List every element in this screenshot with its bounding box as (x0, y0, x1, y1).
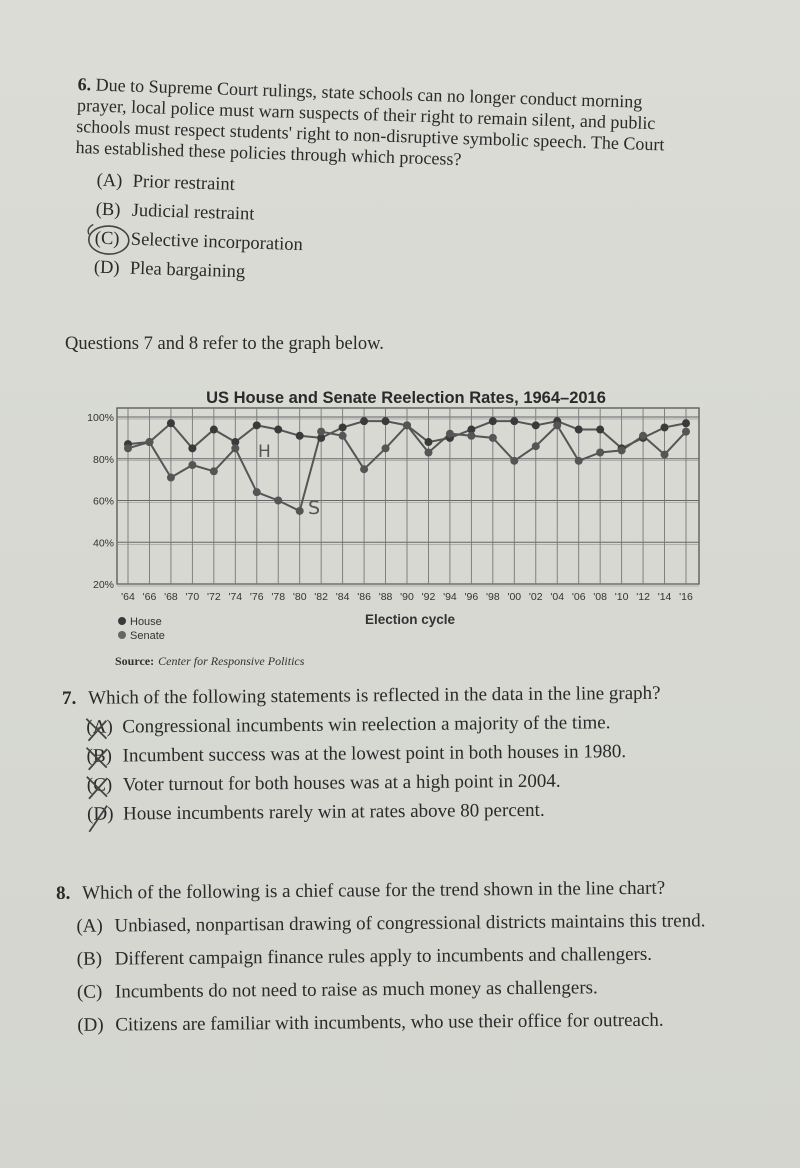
pencil-cross-mark (82, 717, 112, 743)
data-point-house (489, 417, 497, 425)
y-axis-ticks (87, 412, 114, 591)
x-tick-label: '64 (121, 591, 135, 603)
data-point-house (532, 421, 540, 429)
data-point-house (596, 426, 604, 434)
option-8b[interactable]: (B) Different campaign finance rules apply to incumbents and challengers. (76, 943, 653, 970)
y-tick-label: 20% (92, 579, 114, 591)
data-point-senate (489, 434, 497, 442)
x-tick-label: '86 (357, 591, 371, 603)
data-point-senate (424, 448, 432, 456)
data-point-house (661, 423, 669, 431)
data-point-senate (467, 432, 475, 440)
line-chart (80, 380, 720, 680)
option-7d[interactable]: (D) House incumbents rarely win at rates above 80 percent. (87, 794, 763, 829)
data-point-senate (360, 465, 368, 473)
legend-house-marker (118, 617, 126, 625)
x-axis-label: Election cycle (364, 612, 456, 627)
data-point-senate (639, 432, 647, 440)
data-point-house (360, 417, 368, 425)
legend-house-label: House (130, 616, 162, 628)
question-8-text: Which of the following is a chief cause for the trend shown in the line chart? (82, 877, 666, 904)
option-7c[interactable]: (C) Voter turnout for both houses was at a high point in 2004. (87, 765, 763, 800)
data-point-senate (231, 444, 239, 452)
data-point-senate (296, 507, 304, 515)
question-6-number: 6. (77, 74, 92, 95)
x-tick-label: '76 (249, 591, 264, 603)
data-point-senate (382, 444, 390, 452)
legend-senate-label: Senate (130, 630, 165, 642)
data-point-senate (532, 442, 540, 450)
data-point-senate (339, 432, 347, 440)
y-tick-label: 100% (87, 412, 114, 424)
data-point-senate (124, 444, 132, 452)
data-point-house (253, 421, 261, 429)
y-tick-label: 40% (92, 537, 114, 550)
x-tick-label: '84 (335, 591, 350, 603)
question-7 (62, 678, 763, 829)
data-point-senate (510, 457, 518, 465)
data-point-senate (403, 421, 411, 429)
x-tick-label: '88 (378, 591, 393, 603)
data-point-senate (210, 467, 218, 475)
data-point-house (296, 432, 304, 440)
data-point-house (274, 426, 282, 434)
x-tick-label: '12 (636, 591, 650, 603)
x-tick-label: '78 (271, 591, 286, 603)
option-6c[interactable]: (C) Selective incorporation (94, 225, 673, 272)
x-tick-label: '04 (550, 591, 565, 603)
chart-grid (117, 408, 699, 586)
x-tick-label: '96 (464, 591, 479, 603)
data-point-senate (317, 428, 325, 436)
x-tick-label: '98 (486, 591, 500, 603)
question-6 (71, 74, 677, 301)
option-7a[interactable]: (A) Congressional incumbents win reelection a majority of the time. (86, 707, 762, 742)
x-tick-label: '66 (142, 591, 157, 603)
chart-title: US House and Senate Reelection Rates, 1964–2016 (206, 389, 606, 407)
x-tick-label: '92 (421, 591, 436, 603)
data-point-house (510, 417, 518, 425)
x-tick-label: '80 (292, 591, 307, 603)
question-6-text: Due to Supreme Court rulings, state schools can no longer conduct morning prayer, local police must warn suspects of their right to remain silent, and public schools must respect students' right to non-disruptive symbolic speech. The Court has established these policies through which process? (75, 74, 665, 170)
data-point-house (339, 423, 347, 431)
data-point-senate (274, 497, 282, 505)
x-axis-ticks (121, 591, 693, 603)
annotation-s: S (308, 497, 321, 519)
data-point-house (382, 417, 390, 425)
question-6-options (93, 167, 674, 301)
question-8 (56, 872, 757, 1043)
data-point-house (210, 426, 218, 434)
option-8d[interactable]: (D) Citizens are familiar with incumbents, who use their office for outreach. (77, 1009, 664, 1036)
x-tick-label: '74 (228, 591, 243, 603)
question-8-number: 8. (56, 882, 71, 904)
data-point-senate (145, 438, 153, 446)
data-point-house (575, 426, 583, 434)
x-tick-label: '72 (207, 591, 221, 603)
option-7b[interactable]: (B) Incumbent success was at the lowest point in both houses in 1980. (87, 736, 763, 771)
option-6d[interactable]: (D) Plea bargaining (93, 257, 246, 283)
x-tick-label: '94 (443, 591, 457, 603)
source-text: Center for Responsive Politics (158, 654, 305, 668)
option-6b[interactable]: (B) Judicial restraint (95, 199, 255, 225)
data-point-senate (446, 430, 454, 438)
data-point-house (424, 438, 432, 446)
y-tick-label: 60% (92, 495, 114, 508)
pencil-cross-mark (83, 804, 113, 834)
data-point-senate (167, 474, 175, 482)
x-tick-label: '08 (593, 591, 607, 603)
data-point-senate (553, 421, 561, 429)
option-6a[interactable]: (A) Prior restraint (96, 170, 236, 195)
option-8a[interactable]: (A) Unbiased, nonpartisan drawing of congressional districts maintains this trend. (76, 910, 706, 937)
x-tick-label: '90 (400, 591, 414, 603)
x-tick-label: '02 (528, 591, 543, 603)
data-point-senate (661, 451, 669, 459)
x-tick-label: '14 (657, 591, 672, 603)
data-point-senate (575, 457, 583, 465)
x-tick-label: '68 (164, 591, 178, 603)
x-tick-label: '82 (314, 591, 328, 603)
legend-senate-marker (118, 631, 126, 639)
x-tick-label: '10 (614, 591, 629, 603)
option-8c[interactable]: (C) Incumbents do not need to raise as much money as challengers. (76, 977, 598, 1003)
refer-text: Questions 7 and 8 refer to the graph below. (65, 334, 384, 354)
data-point-senate (253, 488, 261, 496)
x-tick-label: '06 (571, 591, 586, 603)
data-point-senate (596, 448, 604, 456)
annotation-h: H (258, 442, 271, 462)
data-point-house (188, 444, 196, 452)
data-point-senate (618, 446, 626, 454)
x-tick-label: '00 (507, 591, 522, 603)
data-point-senate (682, 428, 690, 436)
chart-svg (80, 380, 720, 680)
source-label: Source: (115, 654, 155, 668)
data-point-senate (188, 461, 196, 469)
source-line (115, 654, 305, 668)
y-tick-label: 80% (92, 453, 114, 466)
plot-frame (117, 408, 699, 584)
x-tick-label: '70 (185, 591, 200, 603)
pencil-circle-mark (84, 220, 137, 260)
data-point-house (167, 419, 175, 427)
question-7-text: Which of the following statements is reflected in the data in the line graph? (88, 682, 661, 709)
question-7-number: 7. (62, 687, 77, 709)
x-tick-label: '16 (679, 591, 693, 603)
legend (118, 616, 165, 642)
pencil-cross-mark (83, 746, 113, 772)
data-point-house (682, 419, 690, 427)
pencil-cross-mark (83, 775, 113, 801)
